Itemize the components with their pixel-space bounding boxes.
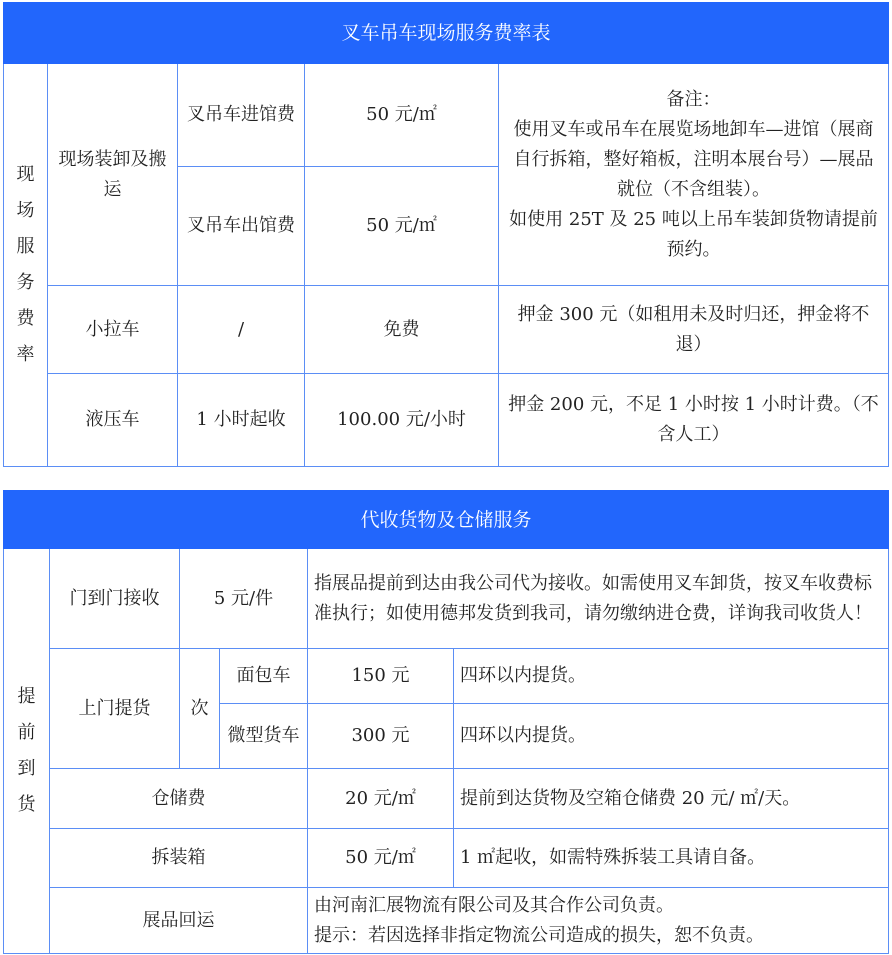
van-note: 四环以内提货。 [454, 649, 889, 704]
pickup-unit: 次 [180, 649, 220, 769]
door-price: 5 元/件 [180, 549, 308, 649]
return-note [308, 888, 889, 954]
cart-note: 押金 300 元（如租用未及时归还，押金将不退） [499, 286, 889, 374]
pickup-label: 上门提货 [50, 649, 180, 769]
table-title: 叉车吊车现场服务费率表 [4, 3, 889, 64]
return-label: 展品回运 [50, 888, 308, 954]
mini-note: 四环以内提货。 [454, 704, 889, 769]
hydraulic-note: 押金 200 元，不足 1 小时按 1 小时计费。（不含人工） [499, 374, 889, 467]
unpack-note: 1 ㎡起收，如需特殊拆装工具请自备。 [454, 829, 889, 888]
hydraulic-label: 液压车 [48, 374, 178, 467]
onsite-service-rate-table [3, 2, 889, 467]
door-label: 门到门接收 [50, 549, 180, 649]
hydraulic-unit: 1 小时起收 [178, 374, 305, 467]
out-label: 叉吊车出馆费 [178, 167, 305, 286]
note-title: 备注： [666, 88, 721, 110]
door-note: 指展品提前到达由我公司代为接收。如需使用叉车卸货，按叉车收费标准执行；如使用德邦发货到我司，请勿缴纳进仓费，详询我司收货人！ [308, 549, 889, 649]
storage-label: 仓储费 [50, 769, 308, 829]
return-note-2: 提示：若因选择非指定物流公司造成的损失，恕不负责。 [314, 924, 764, 946]
hydraulic-price: 100.00 元/小时 [305, 374, 499, 467]
return-note-1: 由河南汇展物流有限公司及其合作公司负责。 [314, 894, 674, 916]
unpack-label: 拆装箱 [50, 829, 308, 888]
van-label: 面包车 [220, 649, 308, 704]
in-price: 50 元/㎡ [305, 64, 499, 167]
note-extra: 如使用 25T 及 25 吨以上吊车装卸货物请提前预约。 [509, 208, 878, 260]
cart-label: 小拉车 [48, 286, 178, 374]
cart-price: 免费 [305, 286, 499, 374]
in-label: 叉吊车进馆费 [178, 64, 305, 167]
storage-price: 20 元/㎡ [308, 769, 454, 829]
unpack-price: 50 元/㎡ [308, 829, 454, 888]
note-body: 使用叉车或吊车在展览场地卸车—进馆（展商自行拆箱，整好箱板，注明本展台号）—展品就位（不含组装）。 [513, 118, 874, 200]
side-label: 现 场 服 务 费 率 [4, 64, 48, 467]
onsite-label: 现场装卸及搬运 [48, 64, 178, 286]
cart-unit: / [178, 286, 305, 374]
mini-price: 300 元 [308, 704, 454, 769]
mini-label: 微型货车 [220, 704, 308, 769]
note [499, 64, 889, 286]
van-price: 150 元 [308, 649, 454, 704]
table-title: 代收货物及仓储服务 [4, 491, 889, 549]
storage-note: 提前到达货物及空箱仓储费 20 元/ ㎡/天。 [454, 769, 889, 829]
out-price: 50 元/㎡ [305, 167, 499, 286]
side-label: 提 前 到 货 [4, 549, 50, 954]
collection-storage-table [3, 490, 889, 954]
